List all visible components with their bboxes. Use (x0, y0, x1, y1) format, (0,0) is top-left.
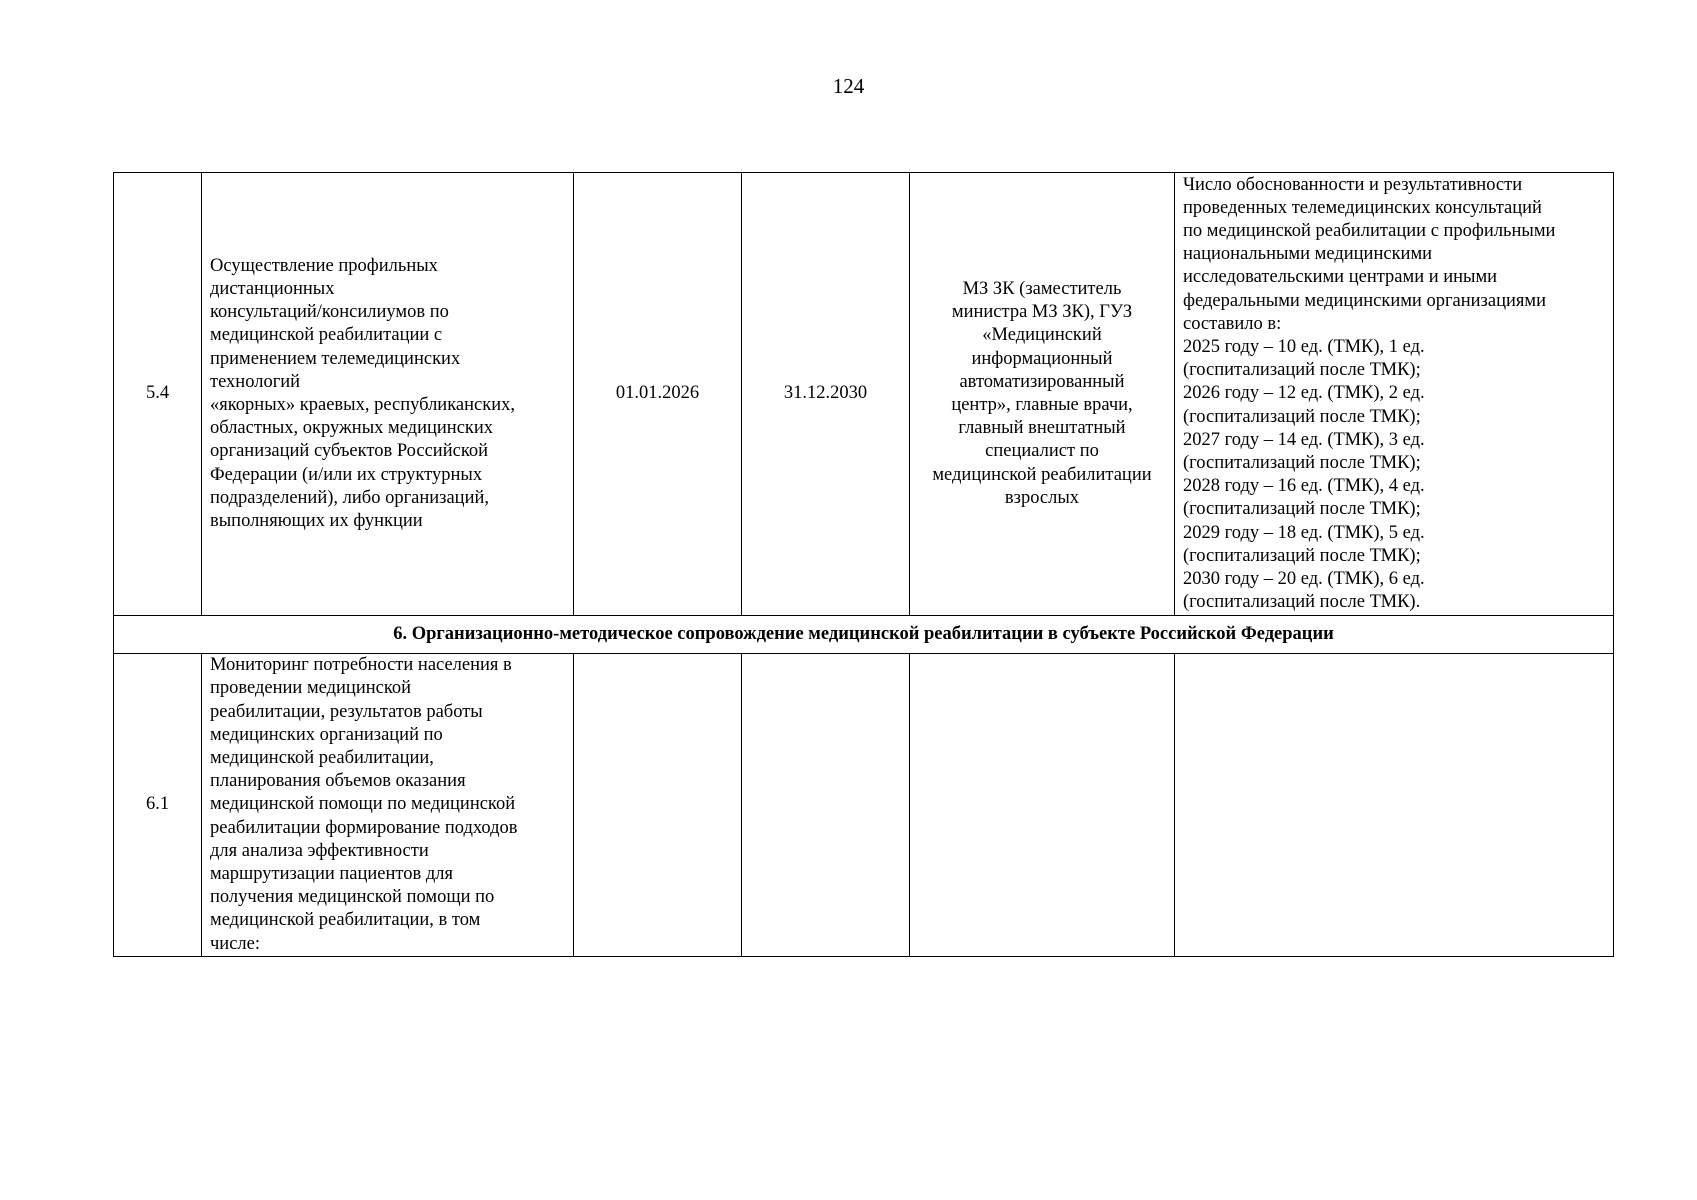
activity-line: технологий (210, 371, 301, 392)
result-line: национальными медицинскими (1183, 244, 1433, 265)
activity-line: организаций субъектов Российской (210, 441, 489, 462)
responsible-line: автоматизированный (959, 371, 1125, 392)
activity-plan-table (113, 172, 1614, 957)
start-date: 01.01.2026 (574, 173, 742, 616)
activity-line: медицинской реабилитации, в том (210, 910, 481, 931)
result-line: (госпитализаций после ТМК); (1183, 406, 1421, 427)
result-line: 2026 году – 12 ед. (ТМК), 2 ед. (1183, 383, 1425, 404)
result-line: федеральными медицинскими организациями (1183, 290, 1546, 311)
activity-line: планирования объемов оказания (210, 771, 466, 792)
activity-line: медицинской реабилитации, (210, 747, 434, 768)
activity-line: консультаций/консилиумов по (210, 302, 449, 323)
activity-line: применением телемедицинских (210, 348, 461, 369)
activity-line: подразделений), либо организаций, (210, 487, 490, 508)
responsible-line: медицинской реабилитации (932, 464, 1152, 485)
result-line: составило в: (1183, 313, 1282, 334)
activity-line: Федерации (и/или их структурных (210, 464, 483, 485)
responsible-line: центр», главные врачи, (951, 395, 1133, 415)
row-number: 5.4 (114, 173, 202, 616)
result-line: 2029 году – 18 ед. (ТМК), 5 ед. (1183, 522, 1425, 543)
result-line: по медицинской реабилитации с профильными (1183, 220, 1556, 241)
result-line: 2025 году – 10 ед. (ТМК), 1 ед. (1183, 336, 1425, 357)
row-number: 6.1 (114, 654, 202, 957)
activity-line: получения медицинской помощи по (210, 887, 495, 908)
activity-line: выполняющих их функции (210, 511, 423, 532)
activity-line: медицинских организаций по (210, 724, 443, 745)
activity-line: медицинской реабилитации с (210, 325, 443, 346)
responsible-line: взрослых (1004, 487, 1080, 508)
activity-line: Осуществление профильных (210, 255, 438, 276)
page-number: 124 (832, 74, 865, 98)
responsible-line: «Медицинский (982, 325, 1102, 346)
activity-line: реабилитации, результатов работы (210, 701, 483, 722)
activity-line: проведении медицинской (210, 678, 412, 699)
activity-line: маршрутизации пациентов для (210, 864, 454, 884)
start-date (574, 654, 742, 957)
result-line: (госпитализаций после ТМК); (1183, 499, 1421, 520)
activity-line: медицинской помощи по медицинской (210, 794, 516, 815)
responsible-line: специалист по (985, 441, 1099, 462)
responsible-executors (910, 654, 1175, 957)
result-line: (госпитализаций после ТМК); (1183, 360, 1421, 381)
result-line: 2028 году – 16 ед. (ТМК), 4 ед. (1183, 476, 1425, 497)
activity-description (202, 173, 574, 616)
section-title: 6. Организационно-методическое сопровождение медицинской реабилитации в субъекте Российской Федерации (114, 616, 1614, 654)
activity-line: числе: (210, 933, 260, 954)
result-line: (госпитализаций после ТМК). (1183, 592, 1421, 613)
table-row-5-4 (114, 173, 1614, 616)
responsible-line: информационный (971, 348, 1113, 369)
end-date: 31.12.2030 (742, 173, 910, 616)
section-header-row (114, 616, 1614, 654)
activity-line: областных, окружных медицинских (210, 418, 494, 439)
table-row-6-1 (114, 654, 1614, 957)
result-line: исследовательскими центрами и иными (1183, 267, 1498, 288)
responsible-line: главный внештатный (958, 418, 1126, 439)
activity-description (202, 654, 574, 957)
result-line: Число обоснованности и результативности (1183, 174, 1523, 195)
expected-result (1175, 654, 1614, 957)
activity-line: дистанционных (210, 278, 335, 299)
activity-line: «якорных» краевых, республиканских, (210, 395, 516, 415)
activity-line: Мониторинг потребности населения в (210, 655, 512, 676)
end-date (742, 654, 910, 957)
responsible-line: МЗ ЗК (заместитель (962, 278, 1122, 299)
result-line: (госпитализаций после ТМК); (1183, 545, 1421, 566)
expected-result (1175, 173, 1614, 616)
activity-line: для анализа эффективности (210, 840, 429, 861)
result-line: 2030 году – 20 ед. (ТМК), 6 ед. (1183, 569, 1425, 590)
result-line: (госпитализаций после ТМК); (1183, 453, 1421, 473)
result-line: 2027 году – 14 ед. (ТМК), 3 ед. (1183, 429, 1425, 450)
activity-line: реабилитации формирование подходов (210, 817, 518, 838)
result-line: проведенных телемедицинских консультаций (1183, 197, 1542, 218)
responsible-executors (910, 173, 1175, 616)
responsible-line: министра МЗ ЗК), ГУЗ (951, 302, 1133, 323)
